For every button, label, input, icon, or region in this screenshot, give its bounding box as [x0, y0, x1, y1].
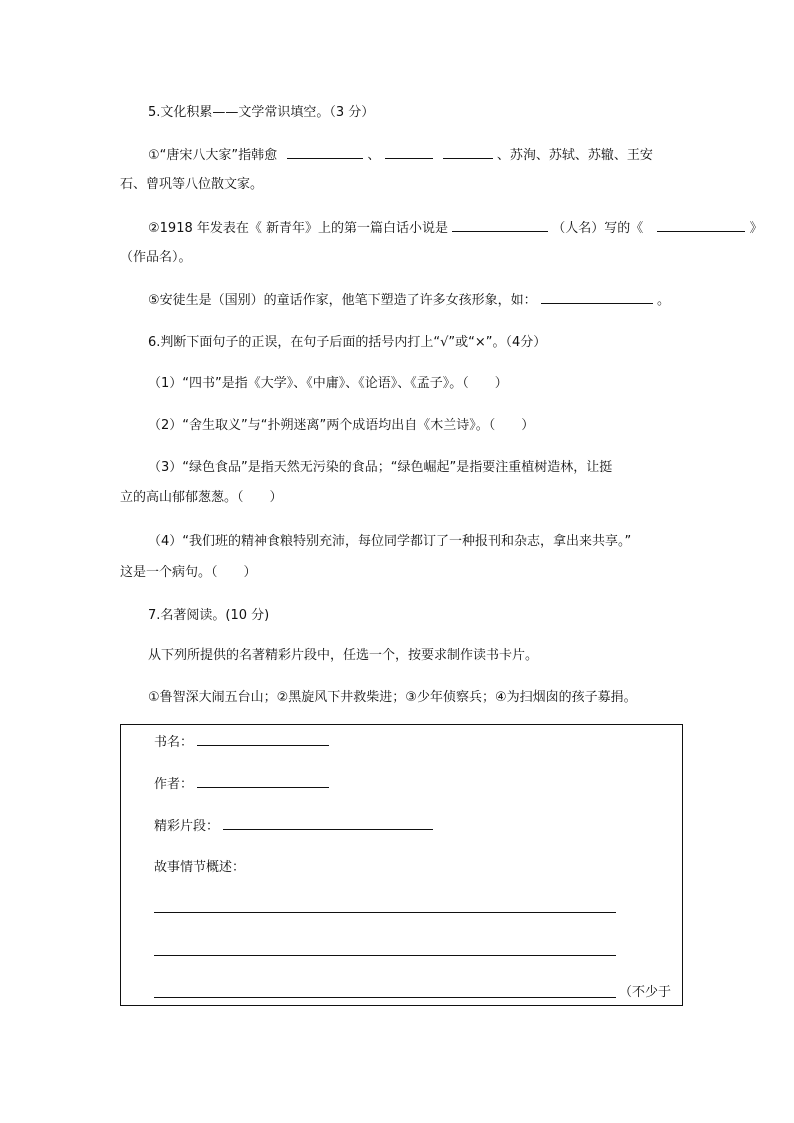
q6-statement-3-continuation: 立的高山郁郁葱葱。（ ）	[120, 490, 283, 505]
q5-item1-sep: 、	[367, 148, 381, 163]
summary-line[interactable]	[154, 955, 616, 956]
q6-title: 6.判断下面句子的正误，在句子后面的括号内打上“√”或“×”。（4分）	[148, 335, 547, 350]
q5-item1	[148, 146, 653, 165]
summary-line[interactable]	[154, 912, 616, 913]
answer-blank[interactable]	[541, 291, 653, 304]
excerpt-row	[154, 817, 433, 836]
q5-item2-text-a: ②1918 年发表在《 新青年》上的第一篇白话小说是	[148, 221, 449, 236]
q6-statement-3: （3）“绿色食品”是指天然无污染的食品；“绿色崛起”是指要注重植树造林，让挺	[148, 460, 613, 475]
q6-statement-1: （1）“四书”是指《大学》、《中庸》、《论语》、《孟子》。（ ）	[148, 376, 508, 391]
q5-title: 5.文化积累——文学常识填空。（3 分）	[148, 105, 375, 120]
q6-statement-4: （4）“我们班的精神食粮特别充沛，每位同学都订了一种报刊和杂志，拿出来共享。”	[148, 534, 632, 549]
book-name-row	[154, 733, 329, 752]
excerpt-label: 精彩片段：	[154, 819, 220, 834]
answer-blank[interactable]	[287, 146, 363, 159]
q5-item2-text-b: （人名）写的《	[552, 221, 644, 236]
q5-item1-continuation: 石、曾巩等八位散文家。	[120, 177, 264, 192]
min-length-note: （不少于	[619, 985, 672, 1000]
author-row	[154, 775, 329, 794]
answer-blank[interactable]	[443, 146, 493, 159]
author-blank[interactable]	[197, 775, 329, 788]
q6-statement-2: （2）“舍生取义”与“扑朔迷离”两个成语均出自《木兰诗》。（ ）	[148, 418, 535, 433]
q5-item3-text-a: ⑤安徒生是（国别）的童话作家，他笔下塑造了许多女孩形象，如：	[148, 293, 537, 308]
answer-blank[interactable]	[452, 219, 548, 232]
q7-options: ①鲁智深大闹五台山；②黑旋风下井救柴进；③少年侦察兵；④为扫烟囱的孩子募捐。	[148, 690, 637, 705]
q5-item3	[148, 291, 670, 310]
q7-instruction: 从下列所提供的名著精彩片段中，任选一个，按要求制作读书卡片。	[148, 648, 539, 663]
excerpt-blank[interactable]	[223, 817, 433, 830]
q6-statement-4-continuation: 这是一个病句。（ ）	[120, 565, 257, 580]
summary-label: 故事情节概述：	[154, 860, 246, 875]
q7-title: 7.名著阅读。(10 分)	[148, 608, 270, 623]
q5-item1-text-b: 、苏洵、苏轼、苏辙、王安	[496, 148, 653, 163]
q5-item2-text-c: 》	[749, 221, 763, 236]
q5-item1-text-a: ①“唐宋八大家”指韩愈	[148, 148, 278, 163]
answer-blank[interactable]	[385, 146, 433, 159]
q5-item2	[148, 219, 763, 238]
author-label: 作者：	[154, 777, 194, 792]
answer-blank[interactable]	[657, 219, 745, 232]
reading-card	[120, 724, 683, 1006]
summary-line[interactable]	[154, 997, 616, 998]
q5-item3-text-b: 。	[656, 293, 670, 308]
book-name-blank[interactable]	[197, 733, 329, 746]
q5-item2-continuation: （作品名）。	[120, 250, 192, 265]
book-name-label: 书名：	[154, 735, 194, 750]
